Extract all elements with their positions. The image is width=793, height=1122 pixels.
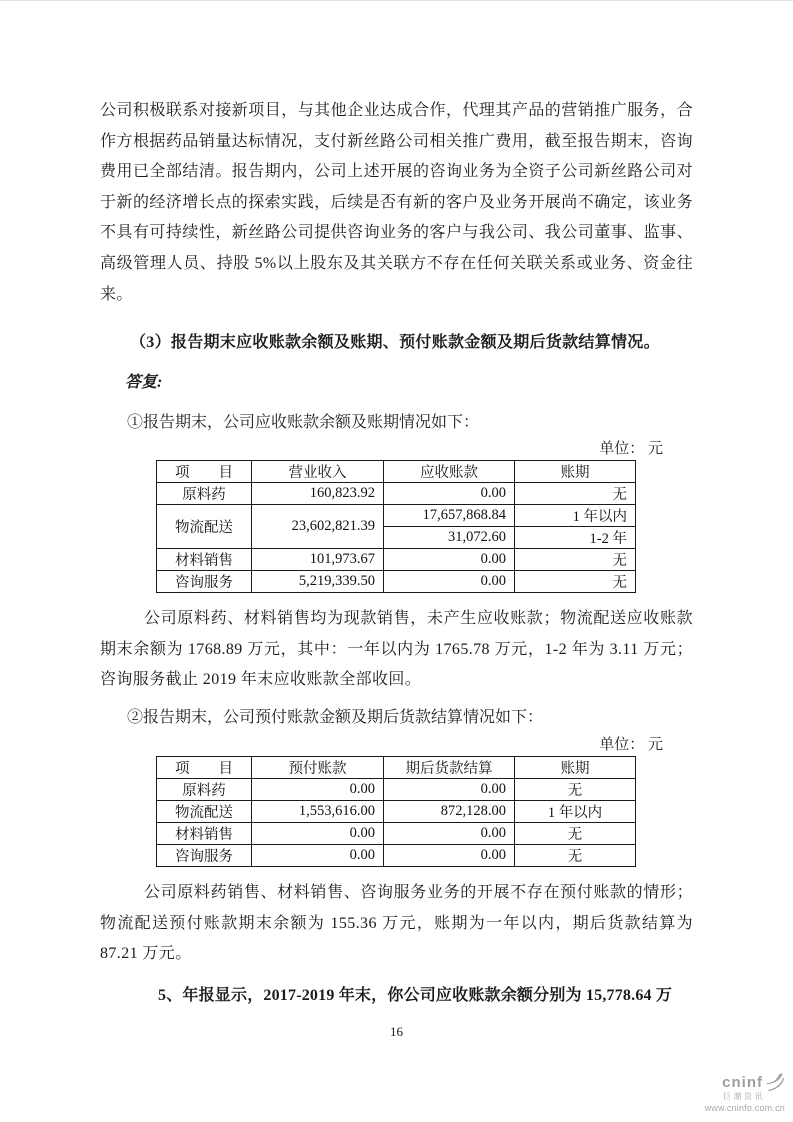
- page-number: 16: [390, 1024, 403, 1039]
- cell-receivable: 0.00: [384, 549, 515, 571]
- item1-intro: ①报告期末，公司应收账款余额及账期情况如下：: [127, 414, 480, 431]
- table-row: [157, 571, 636, 593]
- page-top-scan-line: [0, 0, 793, 1]
- prepayments-table: [156, 756, 636, 867]
- cell-settled: 0.00: [384, 845, 515, 867]
- col-header-term: 账期: [515, 757, 636, 779]
- cell-term: 1 年以内: [515, 801, 636, 823]
- cell-term: 1-2 年: [515, 527, 636, 549]
- col-header-item: 项 目: [157, 461, 252, 483]
- next-question-heading: 5、年报显示，2017-2019 年末，你公司应收账款余额分别为 15,778.64 万: [158, 987, 673, 1004]
- cell-term: 无: [515, 845, 636, 867]
- cell-item: 咨询服务: [157, 845, 252, 867]
- cell-receivable: 0.00: [384, 571, 515, 593]
- cell-revenue: 101,973.67: [252, 549, 384, 571]
- cninfo-logo-url: www.cninfo.com.cn: [704, 1103, 785, 1113]
- cell-settled: 0.00: [384, 779, 515, 801]
- col-header-revenue: 营业收入: [252, 461, 384, 483]
- cell-term: 无: [515, 483, 636, 505]
- col-header-receivable: 应收账款: [384, 461, 515, 483]
- item2-intro: ②报告期末，公司预付账款金额及期后货款结算情况如下：: [127, 709, 544, 726]
- cell-item: 材料销售: [157, 549, 252, 571]
- cell-item: 物流配送: [157, 801, 252, 823]
- cell-settled: 872,128.00: [384, 801, 515, 823]
- table-row: [157, 845, 636, 867]
- cell-receivable: 0.00: [384, 483, 515, 505]
- table-header-row: [157, 461, 636, 483]
- cell-item: 材料销售: [157, 823, 252, 845]
- table1-note: 公司原料药、材料销售均为现款销售，未产生应收账款；物流配送应收账款期末余额为 1768.89 万元，其中：一年以内为 1765.78 万元，1-2 年为 3.11 万元；咨询服务截止 2019 年末应收账款全部收回。: [100, 610, 693, 689]
- table-header-row: [157, 757, 636, 779]
- col-header-item: 项 目: [157, 757, 252, 779]
- section-heading-3: （3）报告期末应收账款余额及账期、预付账款金额及期后货款结算情况。: [130, 334, 660, 351]
- table-row: [157, 483, 636, 505]
- cninfo-logo-subtitle: 巨潮资讯: [723, 1092, 765, 1101]
- reply-label: 答复:: [125, 374, 163, 391]
- cell-term: 无: [515, 779, 636, 801]
- cell-term: 无: [515, 823, 636, 845]
- cell-term: 1 年以内: [515, 505, 636, 527]
- cninfo-logo: [665, 1072, 785, 1113]
- cell-receivable: 17,657,868.84: [384, 505, 515, 527]
- cninfo-swoosh-icon: [765, 1072, 785, 1092]
- col-header-term: 账期: [515, 461, 636, 483]
- cell-term: 无: [515, 549, 636, 571]
- cell-item: 原料药: [157, 483, 252, 505]
- table-row: [157, 779, 636, 801]
- table2-note: 公司原料药销售、材料销售、咨询服务业务的开展不存在预付账款的情形；物流配送预付账款期末余额为 155.36 万元，账期为一年以内，期后货款结算为 87.21 万元。: [100, 884, 693, 963]
- cell-prepaid: 0.00: [252, 779, 384, 801]
- cell-prepaid: 1,553,616.00: [252, 801, 384, 823]
- cell-settled: 0.00: [384, 823, 515, 845]
- cell-prepaid: 0.00: [252, 823, 384, 845]
- intro-paragraph: 公司积极联系对接新项目，与其他企业达成合作，代理其产品的营销推广服务，合作方根据药品销量达标情况，支付新丝路公司相关推广费用，截至报告期末，咨询费用已全部结清。报告期内，公司上述开展的咨询业务为全资子公司新丝路公司对于新的经济增长点的探索实践，后续是否有新的客户及业务开展尚不确定，该业务不具有可持续性，新丝路公司提供咨询业务的客户与我公司、我公司董事、监事、高级管理人员、持股 5%以上股东及其关联方不存在任何关联关系或业务、资金往来。: [100, 102, 693, 303]
- cell-item: 物流配送: [157, 505, 252, 549]
- cell-revenue: 23,602,821.39: [252, 505, 384, 549]
- cell-item: 原料药: [157, 779, 252, 801]
- cell-prepaid: 0.00: [252, 845, 384, 867]
- cell-revenue: 5,219,339.50: [252, 571, 384, 593]
- cell-receivable: 31,072.60: [384, 527, 515, 549]
- cell-revenue: 160,823.92: [252, 483, 384, 505]
- unit-label-2: 单位： 元: [599, 737, 663, 753]
- cell-item: 咨询服务: [157, 571, 252, 593]
- cell-term: 无: [515, 571, 636, 593]
- receivables-table: [156, 460, 636, 593]
- col-header-settled: 期后货款结算: [384, 757, 515, 779]
- unit-label-1: 单位： 元: [599, 441, 663, 457]
- cninfo-logo-text: cninf: [722, 1074, 763, 1091]
- table-row: [157, 823, 636, 845]
- table-row: [157, 505, 636, 527]
- table-row: [157, 549, 636, 571]
- table-row: [157, 801, 636, 823]
- col-header-prepaid: 预付账款: [252, 757, 384, 779]
